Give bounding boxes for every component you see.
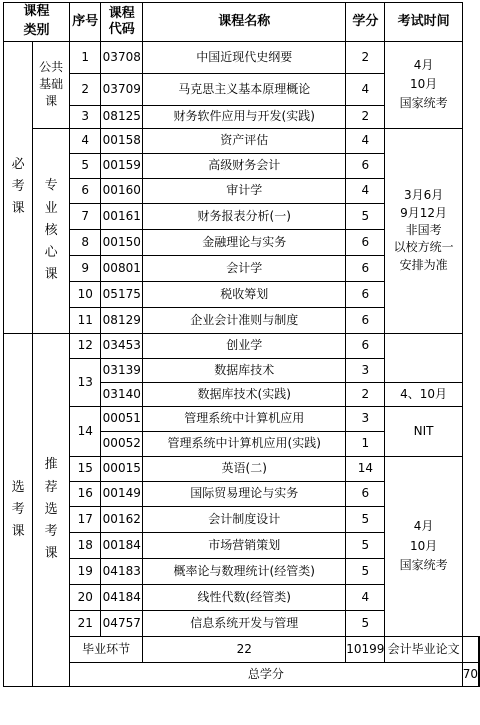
name-cell: 市场营销策划 xyxy=(143,532,346,558)
name-cell: 概率论与数理统计(经管类) xyxy=(143,558,346,584)
code-cell: 00051 xyxy=(101,406,143,431)
name-cell: 金融理论与实务 xyxy=(143,229,346,255)
credit-cell: 6 xyxy=(346,229,385,255)
seq-cell: 2 xyxy=(70,73,101,105)
name-cell: 会计制度设计 xyxy=(143,506,346,532)
code-cell: 03139 xyxy=(101,358,143,382)
course-table-wrapper xyxy=(3,2,480,687)
code-cell: 00162 xyxy=(101,506,143,532)
credit-cell: 2 xyxy=(346,41,385,73)
credit-cell: 6 xyxy=(346,307,385,333)
seq-cell: 5 xyxy=(70,153,101,178)
code-cell: 00159 xyxy=(101,153,143,178)
credit-cell: 5 xyxy=(346,203,385,229)
name-cell: 数据库技术 xyxy=(143,358,346,382)
seq-cell: 8 xyxy=(70,229,101,255)
code-cell: 00158 xyxy=(101,128,143,153)
name-cell: 信息系统开发与管理 xyxy=(143,610,346,636)
header-code: 课程 代码 xyxy=(101,3,143,42)
category-elective: 选 考 课 xyxy=(4,333,33,686)
code-cell: 00149 xyxy=(101,481,143,506)
credit-cell: 4 xyxy=(346,73,385,105)
credit-cell: 5 xyxy=(346,532,385,558)
seq-cell: 15 xyxy=(70,456,101,481)
seq-cell: 19 xyxy=(70,558,101,584)
seq-cell: 6 xyxy=(70,178,101,203)
code-cell: 00160 xyxy=(101,178,143,203)
credit-cell: 6 xyxy=(346,333,385,358)
name-cell: 数据库技术(实践) xyxy=(143,382,346,406)
total-blank xyxy=(479,662,480,686)
name-cell: 税收筹划 xyxy=(143,281,346,307)
seq-cell: 22 xyxy=(143,636,346,662)
total-label: 总学分 xyxy=(70,662,463,686)
exam-time-apr-oct: 4、10月 xyxy=(385,382,462,406)
category-public-basic: 公共 基础 课 xyxy=(33,41,70,128)
credit-cell: 2 xyxy=(346,105,385,128)
credit-cell: 6 xyxy=(346,281,385,307)
credit-cell: 4 xyxy=(346,584,385,610)
credit-cell: 5 xyxy=(346,506,385,532)
name-cell: 高级财务会计 xyxy=(143,153,346,178)
table-row xyxy=(4,456,480,481)
code-cell: 03140 xyxy=(101,382,143,406)
seq-cell: 7 xyxy=(70,203,101,229)
credit-cell: 3 xyxy=(346,358,385,382)
seq-cell: 12 xyxy=(70,333,101,358)
seq-cell: 1 xyxy=(70,41,101,73)
exam-time-nit: NIT xyxy=(385,406,462,456)
credit-cell: 5 xyxy=(346,558,385,584)
category-required: 必 考 课 xyxy=(4,41,33,333)
name-cell: 财务软件应用与开发(实践) xyxy=(143,105,346,128)
category-core: 专 业 核 心 课 xyxy=(33,128,70,333)
name-cell: 会计学 xyxy=(143,255,346,281)
credit-cell: 6 xyxy=(346,481,385,506)
total-row xyxy=(4,662,480,686)
code-cell: 05175 xyxy=(101,281,143,307)
exam-time-blank xyxy=(385,333,462,382)
code-cell: 00052 xyxy=(101,431,143,456)
table-row xyxy=(4,636,480,662)
exam-time-blank xyxy=(479,636,480,662)
header-course-type: 课程 类别 xyxy=(4,3,70,42)
credit-cell: 3 xyxy=(346,406,385,431)
credit-cell: 5 xyxy=(346,610,385,636)
seq-cell: 17 xyxy=(70,506,101,532)
seq-cell: 4 xyxy=(70,128,101,153)
category-graduation: 毕业环节 xyxy=(70,636,143,662)
name-cell: 会计毕业论文 xyxy=(385,636,462,662)
name-cell: 英语(二) xyxy=(143,456,346,481)
table-row xyxy=(4,41,480,73)
code-cell: 03708 xyxy=(101,41,143,73)
seq-cell: 13 xyxy=(70,358,101,406)
exam-time-non-national: 3月6月 9月12月 非国考 以校方统一 安排为准 xyxy=(385,128,462,333)
name-cell: 管理系统中计算机应用 xyxy=(143,406,346,431)
name-cell: 审计学 xyxy=(143,178,346,203)
credit-cell: 6 xyxy=(346,153,385,178)
code-cell: 08129 xyxy=(101,307,143,333)
credit-cell: 14 xyxy=(346,456,385,481)
seq-cell: 9 xyxy=(70,255,101,281)
credit-cell: 1 xyxy=(346,431,385,456)
name-cell: 中国近现代史纲要 xyxy=(143,41,346,73)
code-cell: 00015 xyxy=(101,456,143,481)
code-cell: 04184 xyxy=(101,584,143,610)
credit-cell: 2 xyxy=(346,382,385,406)
credit-cell: 4 xyxy=(346,178,385,203)
table-row xyxy=(4,128,480,153)
code-cell: 04757 xyxy=(101,610,143,636)
code-cell: 00801 xyxy=(101,255,143,281)
header-exam-time: 考试时间 xyxy=(385,3,462,42)
exam-time-national-1: 4月 10月 国家统考 xyxy=(385,41,462,128)
course-plan-table xyxy=(3,2,480,687)
header-credit: 学分 xyxy=(346,3,385,42)
name-cell: 马克思主义基本原理概论 xyxy=(143,73,346,105)
code-cell: 08125 xyxy=(101,105,143,128)
seq-cell: 14 xyxy=(70,406,101,456)
seq-cell: 21 xyxy=(70,610,101,636)
code-cell: 03453 xyxy=(101,333,143,358)
header-name: 课程名称 xyxy=(143,3,346,42)
name-cell: 企业会计准则与制度 xyxy=(143,307,346,333)
seq-cell: 20 xyxy=(70,584,101,610)
name-cell: 创业学 xyxy=(143,333,346,358)
name-cell: 管理系统中计算机应用(实践) xyxy=(143,431,346,456)
seq-cell: 3 xyxy=(70,105,101,128)
seq-cell: 16 xyxy=(70,481,101,506)
seq-cell: 18 xyxy=(70,532,101,558)
name-cell: 线性代数(经管类) xyxy=(143,584,346,610)
category-recommended: 推 荐 选 考 课 xyxy=(33,333,70,686)
seq-cell: 11 xyxy=(70,307,101,333)
code-cell: 04183 xyxy=(101,558,143,584)
code-cell: 00184 xyxy=(101,532,143,558)
seq-cell: 10 xyxy=(70,281,101,307)
name-cell: 国际贸易理论与实务 xyxy=(143,481,346,506)
table-row xyxy=(4,333,480,358)
header-row xyxy=(4,3,480,42)
header-seq: 序号 xyxy=(70,3,101,42)
credit-cell xyxy=(462,636,478,662)
name-cell: 财务报表分析(一) xyxy=(143,203,346,229)
code-cell: 00150 xyxy=(101,229,143,255)
exam-time-national-2: 4月 10月 国家统考 xyxy=(385,456,462,636)
name-cell: 资产评估 xyxy=(143,128,346,153)
code-cell: 00161 xyxy=(101,203,143,229)
credit-cell: 6 xyxy=(346,255,385,281)
total-credit: 70 xyxy=(462,662,478,686)
code-cell: 03709 xyxy=(101,73,143,105)
table-row xyxy=(4,406,480,431)
code-cell: 10199 xyxy=(346,636,385,662)
credit-cell: 4 xyxy=(346,128,385,153)
